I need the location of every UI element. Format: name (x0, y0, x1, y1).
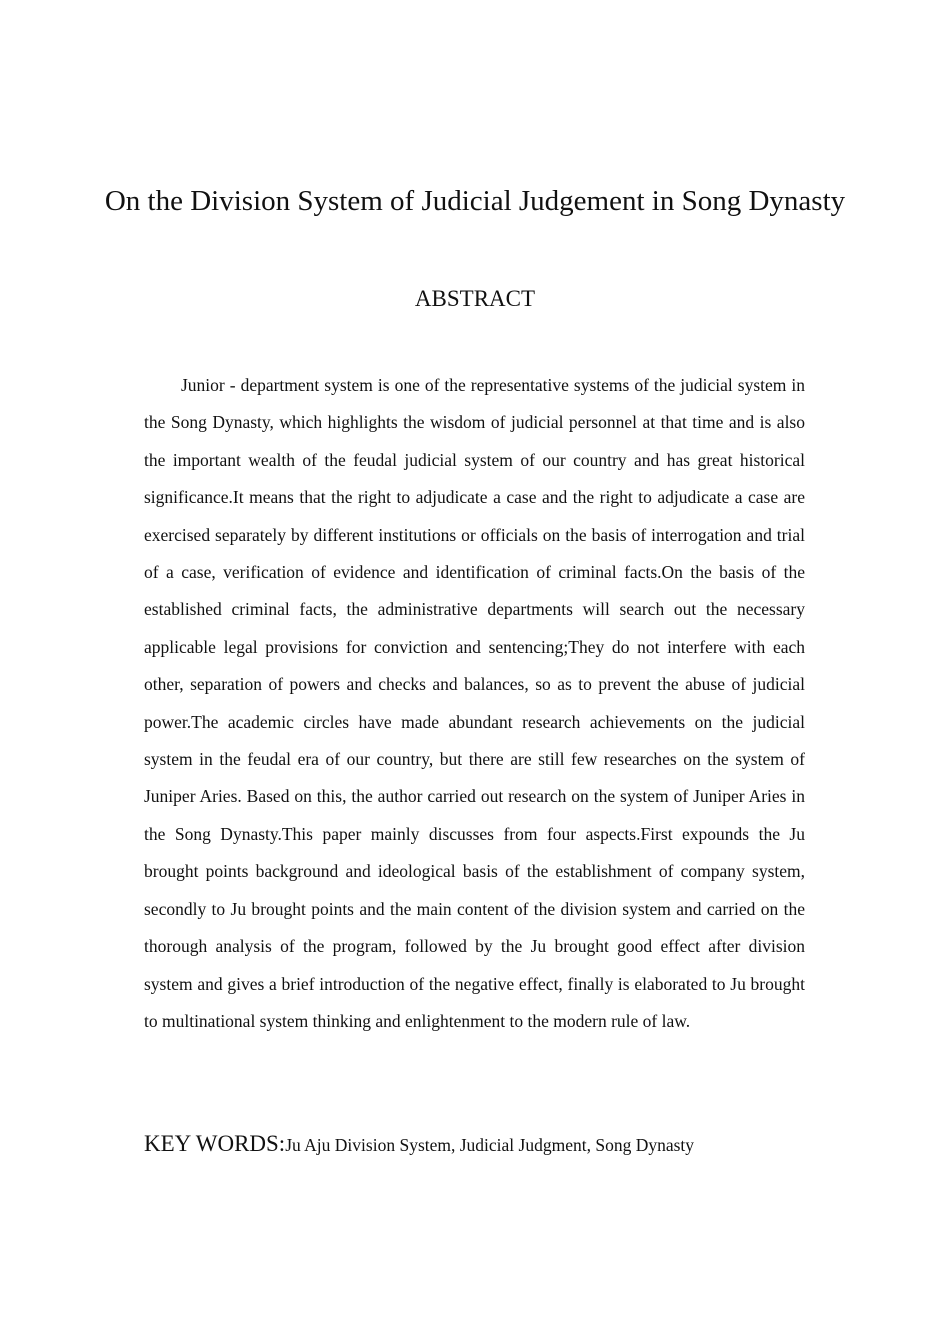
paper-title: On the Division System of Judicial Judgement in Song Dynasty (104, 185, 846, 217)
keywords-value: Ju Aju Division System, Judicial Judgment, Song Dynasty (285, 1135, 695, 1155)
abstract-paragraph: Junior - department system is one of the representative systems of the judicial system in the Song Dynasty, which highlights the wisdom of judicial personnel at that time and is also the important wealth of the feudal judicial system of our country and has great historical significance.It means that the right to adjudicate a case and the right to adjudicate a case are exercised separately by different institutions or officials on the basis of interrogation and trial of a case, verification of evidence and identification of criminal facts.On the basis of the established criminal facts, the administrative departments will search out the necessary applicable legal provisions for conviction and sentencing;They do not interfere with each other, separation of powers and checks and balances, so as to prevent the abuse of judicial power.The academic circles have made abundant research achievements on the judicial system in the feudal era of our country, but there are still few researches on the system of Juniper Aries. Based on this, the author carried out research on the system of Juniper Aries in the Song Dynasty.This paper mainly discusses from four aspects.First expounds the Ju brought points background and ideological basis of the establishment of company system, secondly to Ju brought points and the main content of the division system and carried on the thorough analysis of the program, followed by the Ju brought good effect after division system and gives a brief introduction of the negative effect, finally is elaborated to Ju brought to multinational system thinking and enlightenment to the modern rule of law. (144, 375, 805, 1031)
keywords-line (144, 1128, 844, 1163)
keywords-label: KEY WORDS: (144, 1131, 286, 1156)
abstract-heading: ABSTRACT (414, 286, 536, 311)
